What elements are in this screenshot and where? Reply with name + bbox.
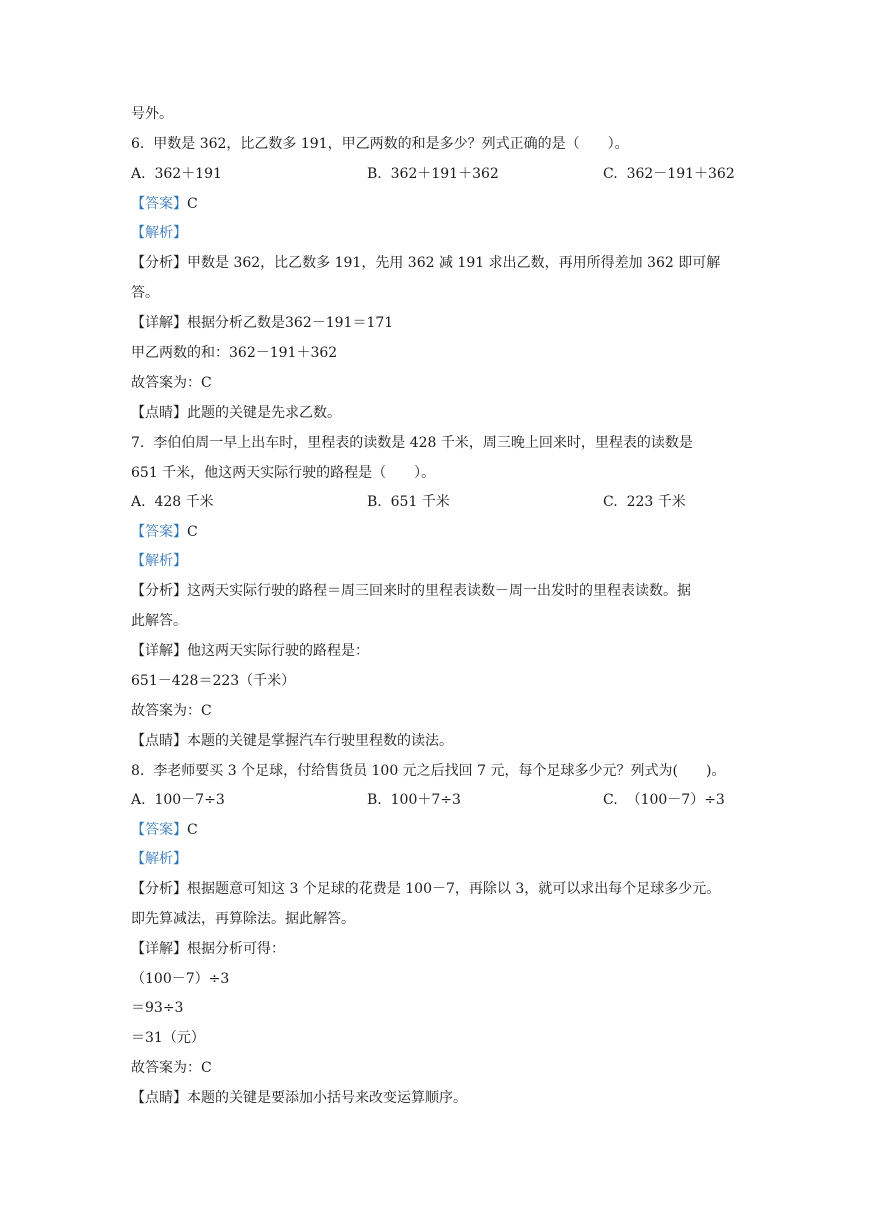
q7-analysis-cont: 此解答。 <box>131 613 187 629</box>
q8-option-a: A. 100－7÷3 <box>131 792 225 808</box>
question-6: 6. 甲数是 362，比乙数多 191，甲乙两数的和是多少？列式正确的是（ ）。 <box>131 136 629 152</box>
q8-option-b: B. 100＋7÷3 <box>367 792 461 808</box>
q7-detail-calc: 651－428＝223（千米） <box>131 673 296 689</box>
q8-remark: 【点睛】本题的关键是要添加小括号来改变运算顺序。 <box>131 1090 467 1106</box>
q6-analysis: 【分析】甲数是 362，比乙数多 191，先用 362 减 191 求出乙数，再用所得差加 362 即可解 <box>131 255 721 271</box>
question-7-cont: 651 千米，他这两天实际行驶的路程是（ ）。 <box>131 465 436 481</box>
q6-conclusion: 故答案为：C <box>131 375 212 391</box>
q7-option-a: A. 428 千米 <box>131 494 214 510</box>
q8-analysis-cont: 即先算减法，再算除法。据此解答。 <box>131 911 355 927</box>
q8-calc-step-3: ＝31（元） <box>131 1030 205 1046</box>
q7-analysis: 【分析】这两天实际行驶的路程＝周三回来时的里程表读数－周一出发时的里程表读数。据 <box>131 583 691 599</box>
answer-value: C <box>187 524 198 540</box>
answer-tag: 【答案】 <box>131 524 187 540</box>
q7-analysis-heading: 【解析】 <box>131 553 187 569</box>
q7-option-c: C. 223 千米 <box>603 494 686 510</box>
q8-detail: 【详解】根据分析可得： <box>131 941 285 957</box>
q7-conclusion: 故答案为：C <box>131 703 212 719</box>
q6-analysis-cont: 答。 <box>131 285 159 301</box>
q6-option-c: C. 362－191＋362 <box>603 166 735 182</box>
q7-answer <box>131 522 198 542</box>
q8-analysis-heading: 【解析】 <box>131 851 187 867</box>
q7-option-b: B. 651 千米 <box>367 494 450 510</box>
q8-answer <box>131 820 198 840</box>
text-line: 号外。 <box>131 106 173 122</box>
q7-remark: 【点睛】本题的关键是掌握汽车行驶里程数的读法。 <box>131 733 453 749</box>
q8-calc-step-1: （100－7）÷3 <box>131 971 230 987</box>
q8-conclusion: 故答案为：C <box>131 1060 212 1076</box>
q7-detail: 【详解】他这两天实际行驶的路程是： <box>131 643 369 659</box>
q6-option-a: A. 362＋191 <box>131 166 222 182</box>
q6-detail: 【详解】根据分析乙数是362－191＝171 <box>131 315 394 331</box>
question-7: 7. 李伯伯周一早上出车时，里程表的读数是 428 千米，周三晚上回来时，里程表的读数是 <box>131 435 693 451</box>
q6-answer <box>131 194 198 214</box>
q8-option-c: C. （100－7）÷3 <box>603 792 725 808</box>
answer-tag: 【答案】 <box>131 822 187 838</box>
q6-remark: 【点睛】此题的关键是先求乙数。 <box>131 405 341 421</box>
q6-analysis-heading: 【解析】 <box>131 225 187 241</box>
q6-option-b: B. 362＋191＋362 <box>367 166 499 182</box>
answer-value: C <box>187 822 198 838</box>
answer-tag: 【答案】 <box>131 196 187 212</box>
question-8: 8. 李老师要买 3 个足球，付给售货员 100 元之后找回 7 元，每个足球多少元？列式为( )。 <box>131 763 726 779</box>
q8-calc-step-2: ＝93÷3 <box>131 1000 184 1016</box>
q8-analysis: 【分析】根据题意可知这 3 个足球的花费是 100－7，再除以 3，就可以求出每个足球多少元。 <box>131 881 721 897</box>
q6-detail-calc: 甲乙两数的和：362－191＋362 <box>131 345 338 361</box>
answer-value: C <box>187 196 198 212</box>
